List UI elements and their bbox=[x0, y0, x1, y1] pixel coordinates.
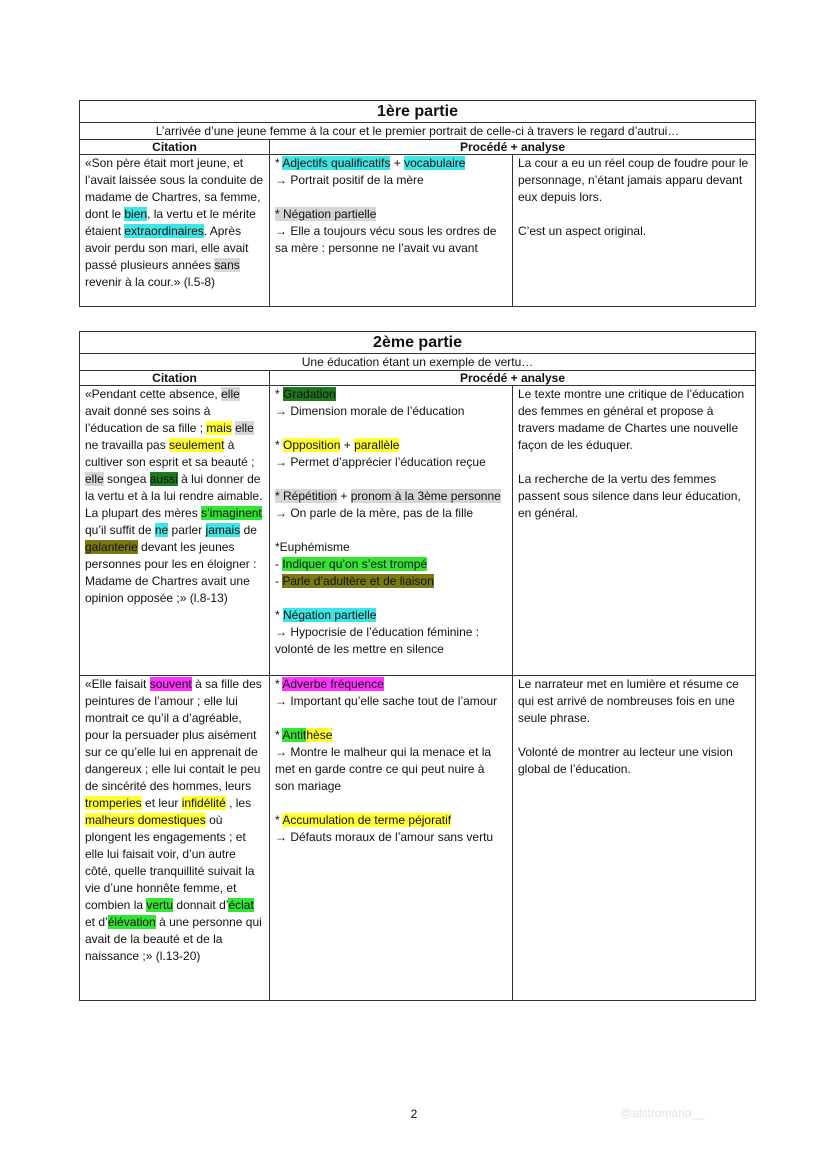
paragraph bbox=[275, 172, 507, 189]
highlighted-text: Adverbe fréquence bbox=[282, 677, 384, 691]
highlighted-text: * Répétition bbox=[275, 489, 338, 503]
text-run: * bbox=[275, 156, 283, 170]
paragraph-gap bbox=[275, 710, 507, 727]
text-run: à une personne qui avait de la beauté et de la naissance ;» (l.13-20) bbox=[85, 915, 262, 963]
text-run: → Elle a toujours vécu sous les ordres de sa mère : personne ne l’avait vu avant bbox=[275, 224, 497, 255]
text-run: *Euphémisme bbox=[275, 540, 350, 554]
highlighted-text: éclat bbox=[228, 898, 254, 912]
text-run: à sa fille des peintures de l’amour ; elle lui montrait ce qu’il a d’agréable, pour la persuader plus aisément sur ce qu’elle lui en apprenait de dangereux ; elle lui contait le peu de sincérité des hommes, leurs bbox=[85, 677, 262, 793]
text-run: → Défauts moraux de l’amour sans vertu bbox=[275, 830, 494, 844]
analyse-cell bbox=[513, 155, 756, 307]
paragraph-gap bbox=[275, 189, 507, 206]
analyse-cell bbox=[513, 386, 756, 676]
section-table-2 bbox=[79, 331, 756, 1001]
paragraph bbox=[275, 454, 507, 471]
text-run: → Montre le malheur qui la menace et la met en garde contre ce qui peut nuire à son mariage bbox=[275, 745, 492, 793]
highlighted-text: bien bbox=[124, 207, 148, 221]
text-run: «Pendant cette absence, bbox=[85, 387, 222, 401]
paragraph bbox=[275, 607, 507, 624]
highlighted-text: ne bbox=[154, 523, 169, 537]
paragraph bbox=[275, 727, 507, 744]
text-run: → Hypocrisie de l’éducation féminine : volonté de les mettre en silence bbox=[275, 625, 480, 656]
paragraph bbox=[518, 471, 750, 522]
table-row bbox=[80, 155, 756, 307]
paragraph-gap bbox=[518, 727, 750, 744]
text-run: parler bbox=[168, 523, 206, 537]
paragraph bbox=[518, 676, 750, 727]
highlighted-text: elle bbox=[85, 472, 104, 486]
text-run: , la vertu et le mérite étaient bbox=[85, 207, 256, 238]
text-run: * bbox=[275, 608, 284, 622]
section-table-1 bbox=[79, 100, 756, 307]
highlighted-text: elle bbox=[221, 387, 240, 401]
citation-cell bbox=[80, 676, 270, 1001]
procede-cell bbox=[270, 155, 513, 307]
header-citation: Citation bbox=[80, 140, 270, 155]
highlighted-text: mais bbox=[206, 421, 232, 435]
section-subtitle: Une éducation étant un exemple de vertu… bbox=[80, 354, 756, 371]
paragraph bbox=[275, 556, 507, 573]
text-run: qu’il suffit de bbox=[85, 523, 155, 537]
highlighted-text: infidélité bbox=[181, 796, 226, 810]
text-run: «Elle faisait bbox=[85, 677, 150, 691]
text-run: La cour a eu un réel coup de foudre pour le personnage, n’étant jamais apparu devant eux depuis lors. bbox=[518, 156, 749, 204]
text-run: revenir à la cour.» (l.5-8) bbox=[85, 275, 216, 289]
paragraph bbox=[85, 676, 264, 965]
highlighted-text: Gradation bbox=[283, 387, 336, 401]
text-run: . Après avoir perdu son mari, elle avait passé plusieurs années bbox=[85, 224, 249, 272]
highlighted-text: jamais bbox=[205, 523, 241, 537]
highlighted-text: hèse bbox=[306, 728, 333, 742]
paragraph bbox=[518, 744, 750, 778]
paragraph bbox=[275, 223, 507, 257]
highlighted-text: aussi bbox=[149, 472, 178, 486]
highlighted-text: extraordinaires bbox=[124, 224, 204, 238]
paragraph bbox=[275, 812, 507, 829]
paragraph bbox=[275, 386, 507, 403]
highlighted-text: élévation bbox=[107, 915, 156, 929]
paragraph bbox=[275, 676, 507, 693]
text-run: donnait d’ bbox=[173, 898, 229, 912]
paragraph-gap bbox=[275, 420, 507, 437]
highlighted-text: Antit bbox=[282, 728, 307, 742]
text-run: et leur bbox=[141, 796, 182, 810]
highlighted-text: elle bbox=[235, 421, 254, 435]
text-run: songea bbox=[103, 472, 150, 486]
paragraph bbox=[275, 437, 507, 454]
text-run: , les bbox=[225, 796, 252, 810]
text-run: + bbox=[340, 438, 355, 452]
text-run: * bbox=[275, 387, 284, 401]
text-run: * bbox=[275, 728, 283, 742]
paragraph bbox=[275, 829, 507, 846]
highlighted-text: * Négation partielle bbox=[275, 207, 377, 221]
highlighted-text: souvent bbox=[149, 677, 192, 691]
text-run: devant les jeunes personnes pour les en éloigner : Madame de Chartres avait une opinion opposée ;» (l.8-13) bbox=[85, 540, 257, 605]
highlighted-text: Accumulation de terme péjoratif bbox=[282, 813, 452, 827]
text-run: * bbox=[275, 813, 283, 827]
text-run: La recherche de la vertu des femmes passent sous silence dans leur éducation, en général. bbox=[518, 472, 741, 520]
text-run: + bbox=[337, 489, 351, 503]
text-run: → Dimension morale de l’éducation bbox=[275, 404, 465, 418]
highlighted-text: Négation partielle bbox=[283, 608, 377, 622]
paragraph-gap bbox=[518, 206, 750, 223]
paragraph bbox=[518, 155, 750, 206]
highlighted-text: Parle d’adultère et de liaison bbox=[282, 574, 434, 588]
highlighted-text: pronom à la 3ème personne bbox=[350, 489, 501, 503]
procede-cell bbox=[270, 676, 513, 1001]
text-run: → Important qu’elle sache tout de l’amour bbox=[275, 694, 498, 708]
table-row bbox=[80, 676, 756, 1001]
text-run: * bbox=[275, 677, 283, 691]
text-run: ne travailla pas bbox=[85, 438, 170, 452]
procede-cell bbox=[270, 386, 513, 676]
text-run: → Permet d’apprécier l’éducation reçue bbox=[275, 455, 486, 469]
analyse-cell bbox=[513, 676, 756, 1001]
text-run: à lui donner de la vertu et à la lui rendre aimable. La plupart des mères bbox=[85, 472, 263, 520]
highlighted-text: parallèle bbox=[354, 438, 400, 452]
highlighted-text: Adjectifs qualificatifs bbox=[282, 156, 391, 170]
highlighted-text: sans bbox=[214, 258, 240, 272]
paragraph bbox=[275, 505, 507, 522]
text-run: - bbox=[275, 557, 283, 571]
text-run: Volonté de montrer au lecteur une vision global de l’éducation. bbox=[518, 745, 733, 776]
watermark: @alstromaria__ bbox=[620, 1106, 705, 1120]
header-procede-analyse: Procédé + analyse bbox=[270, 371, 756, 386]
text-run: * bbox=[275, 438, 284, 452]
text-run: avait donné ses soins à l’éducation de sa fille ; bbox=[85, 404, 211, 435]
text-run: à cultiver son esprit et sa beauté ; bbox=[85, 438, 255, 469]
paragraph bbox=[85, 386, 264, 607]
text-run: Le narrateur met en lumière et résume ce qui est arrivé de nombreuses fois en une seule phrase. bbox=[518, 677, 739, 725]
citation-cell bbox=[80, 386, 270, 676]
section-title: 2ème partie bbox=[80, 332, 756, 354]
text-run: Le texte montre une critique de l’éducation des femmes en général et propose à travers madame de Chartes une nouvelle façon de les éduquer. bbox=[518, 387, 745, 452]
paragraph-gap bbox=[518, 454, 750, 471]
paragraph bbox=[85, 155, 264, 291]
header-citation: Citation bbox=[80, 371, 270, 386]
section-subtitle: L’arrivée d’une jeune femme à la cour et le premier portrait de celle-ci à travers le regard d’autrui… bbox=[80, 123, 756, 140]
paragraph bbox=[275, 573, 507, 590]
text-run: C’est un aspect original. bbox=[518, 224, 647, 238]
citation-cell bbox=[80, 155, 270, 307]
text-run: → Portrait positif de la mère bbox=[275, 173, 424, 187]
paragraph bbox=[518, 223, 750, 240]
text-run: → On parle de la mère, pas de la fille bbox=[275, 506, 474, 520]
text-run: où plongent les engagements ; et elle lui faisait voir, d’un autre côté, quelle tranquillité suivait la vie d’une honnête femme, et combien la bbox=[85, 813, 255, 912]
highlighted-text: seulement bbox=[169, 438, 225, 452]
paragraph bbox=[275, 693, 507, 710]
page-number: 2 bbox=[410, 1107, 418, 1121]
paragraph bbox=[275, 539, 507, 556]
highlighted-text: s’imaginent bbox=[201, 506, 262, 520]
highlighted-text: vocabulaire bbox=[404, 156, 466, 170]
paragraph-gap bbox=[275, 590, 507, 607]
text-run: de bbox=[240, 523, 257, 537]
header-procede-analyse: Procédé + analyse bbox=[270, 140, 756, 155]
paragraph-gap bbox=[275, 471, 507, 488]
paragraph-gap bbox=[275, 795, 507, 812]
paragraph bbox=[275, 488, 507, 505]
table-row bbox=[80, 386, 756, 676]
text-run: «Son père était mort jeune, et l’avait laissée sous la conduite de madame de Chartres, sa femme, dont le bbox=[85, 156, 264, 221]
paragraph bbox=[275, 206, 507, 223]
paragraph bbox=[275, 403, 507, 420]
highlighted-text: galanterie bbox=[85, 540, 138, 554]
section-title: 1ère partie bbox=[80, 101, 756, 123]
highlighted-text: vertu bbox=[146, 898, 174, 912]
highlighted-text: Indiquer qu’on s’est trompé bbox=[282, 557, 428, 571]
highlighted-text: tromperies bbox=[85, 796, 142, 810]
text-run: et d’ bbox=[85, 915, 108, 929]
highlighted-text: malheurs domestiques bbox=[85, 813, 206, 827]
paragraph bbox=[275, 624, 507, 658]
paragraph bbox=[275, 744, 507, 795]
paragraph bbox=[518, 386, 750, 454]
text-run: + bbox=[390, 156, 405, 170]
text-run: - bbox=[275, 574, 283, 588]
paragraph bbox=[275, 155, 507, 172]
paragraph-gap bbox=[275, 522, 507, 539]
highlighted-text: Opposition bbox=[283, 438, 341, 452]
